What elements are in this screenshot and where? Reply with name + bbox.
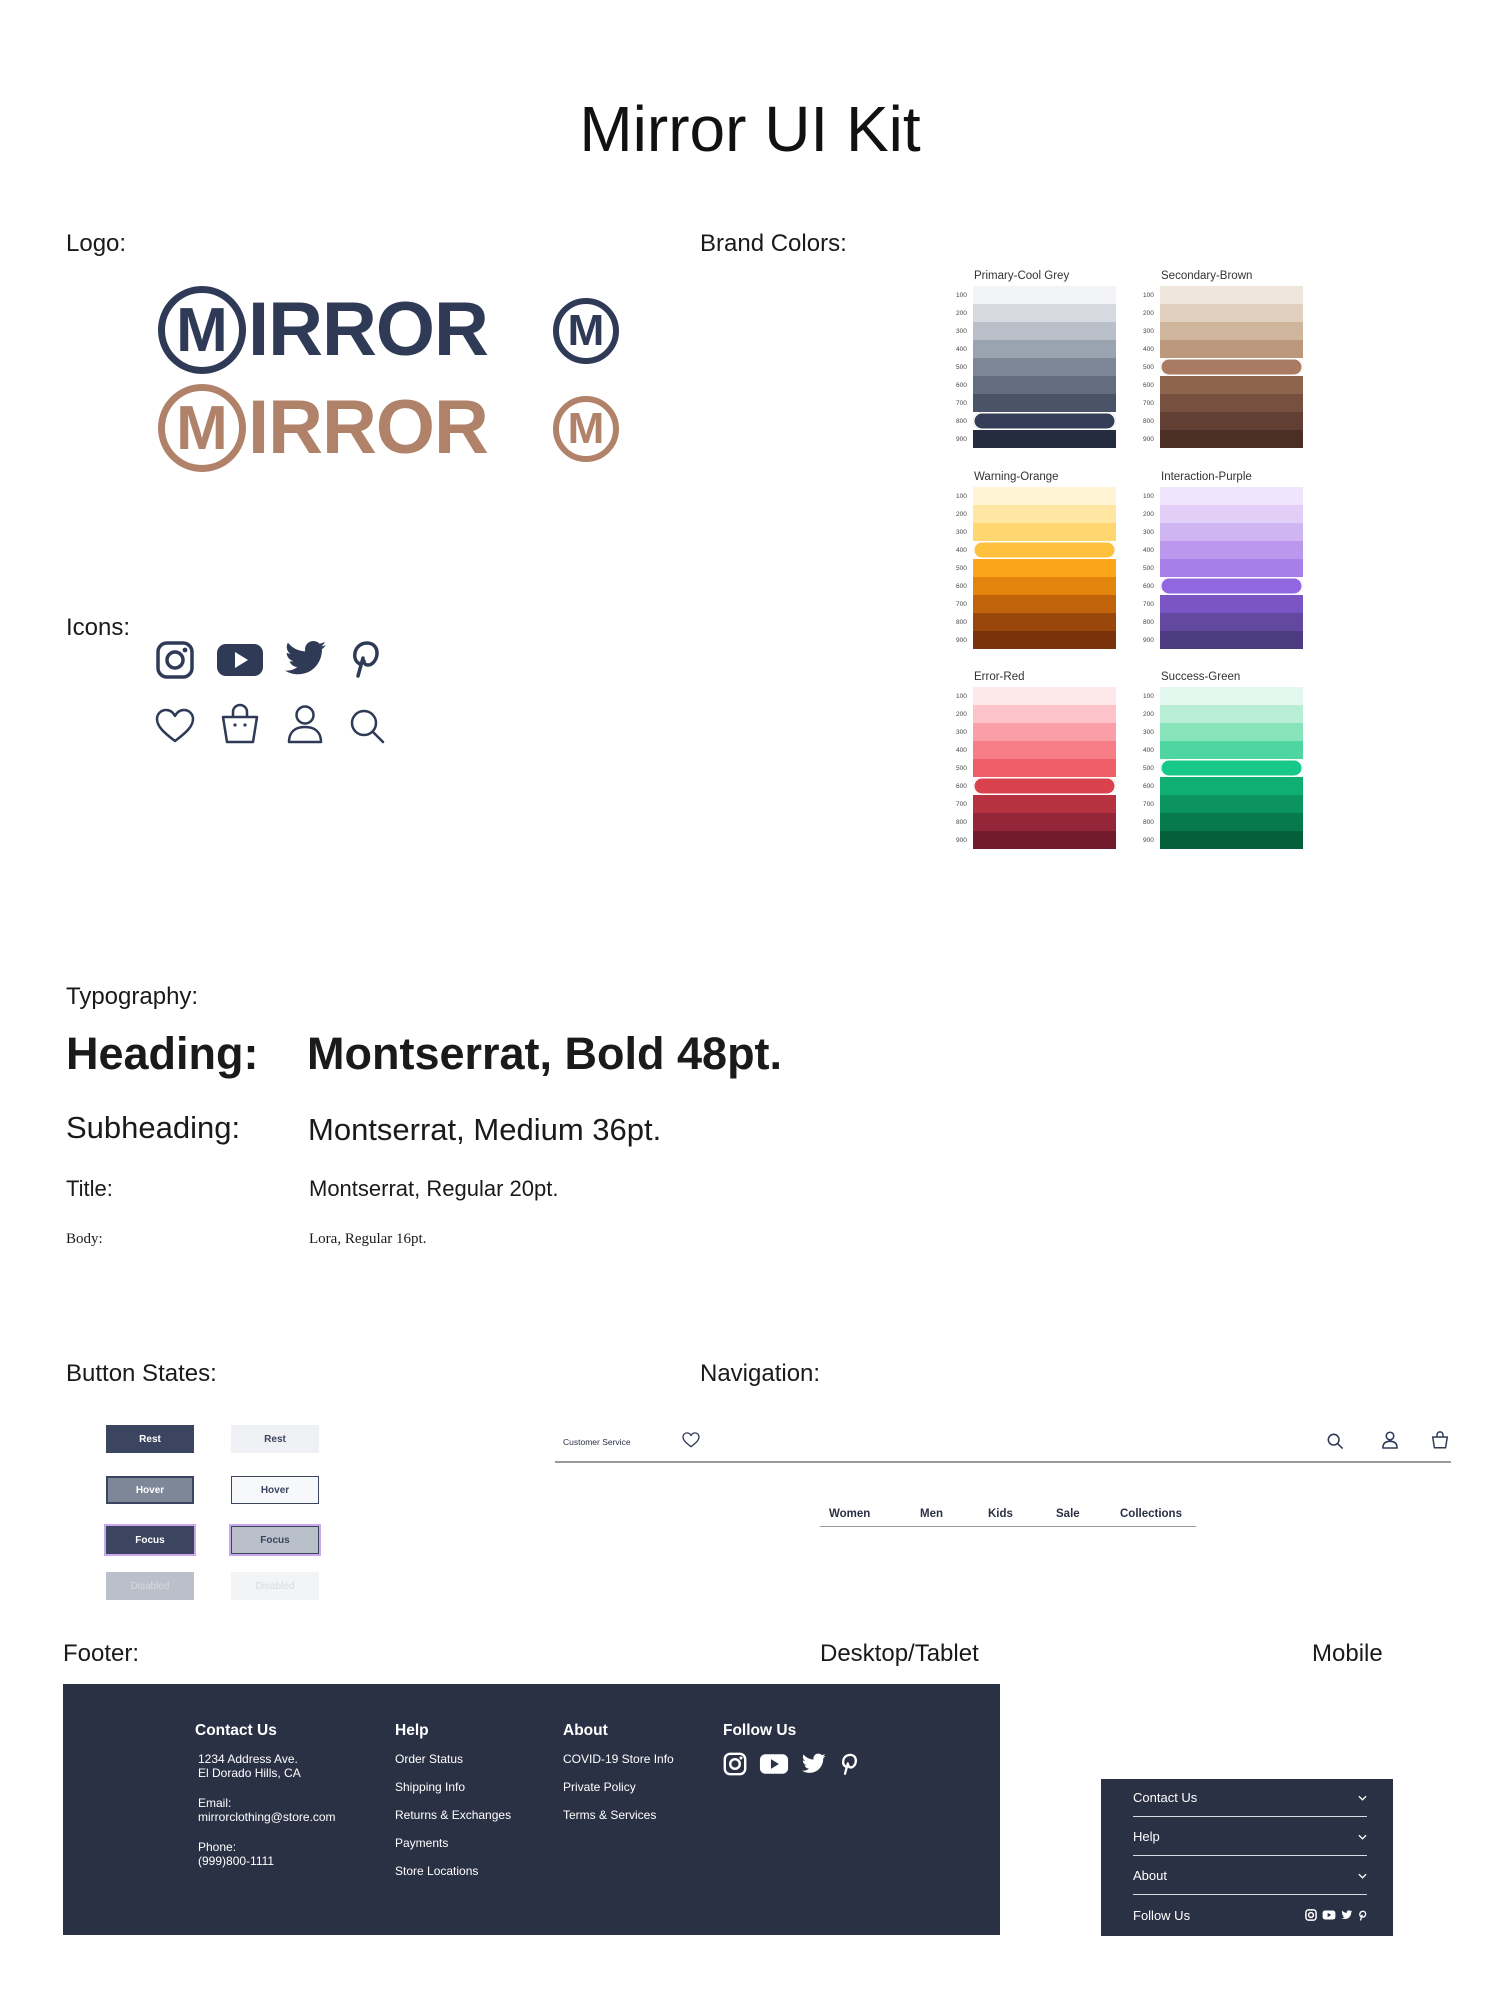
palette-name: Secondary-Brown: [1161, 270, 1253, 282]
color-palette: [956, 270, 1116, 448]
palette-shade-row: [956, 577, 1116, 595]
color-swatch: [1160, 487, 1303, 505]
mobile-footer-about-label: About: [1133, 1868, 1167, 1883]
color-swatch: [973, 322, 1116, 340]
shade-label: 800: [1143, 417, 1154, 425]
mobile-pinterest-icon[interactable]: [1358, 1910, 1367, 1921]
palette-shade-row: [1143, 831, 1303, 849]
nav-bag-icon[interactable]: [1431, 1431, 1449, 1449]
brand-colors-section-label: Brand Colors:: [700, 230, 847, 257]
nav-item-women[interactable]: Women: [829, 1508, 871, 1520]
chevron-down-icon: [1358, 1834, 1367, 1840]
nav-item-collections[interactable]: Collections: [1120, 1508, 1182, 1520]
icons-section-label: Icons:: [66, 614, 131, 641]
palette-shade-row: [956, 813, 1116, 831]
footer-contact-heading: Contact Us: [195, 1722, 277, 1739]
palette-shade-row: [1143, 813, 1303, 831]
mobile-footer-help-label: Help: [1133, 1829, 1160, 1844]
nav-item-kids[interactable]: Kids: [988, 1508, 1013, 1520]
button-states-section-label: Button States:: [66, 1360, 217, 1387]
color-swatch: [1160, 430, 1303, 448]
color-swatch: [973, 723, 1116, 741]
palette-shade-row: [1143, 705, 1303, 723]
color-swatch: [973, 394, 1116, 412]
nav-item-men[interactable]: Men: [920, 1508, 943, 1520]
color-swatch: [973, 613, 1116, 631]
color-swatch: [1160, 705, 1303, 723]
shade-label: 500: [956, 363, 967, 371]
shade-label: 900: [956, 636, 967, 644]
shade-label: 700: [1143, 800, 1154, 808]
color-swatch: [1160, 412, 1303, 430]
palette-shade-row: [1143, 723, 1303, 741]
footer-link-order-status[interactable]: Order Status: [395, 1752, 464, 1766]
color-swatch: [973, 487, 1116, 505]
typography-section-label: Typography:: [66, 983, 199, 1010]
shade-label: 500: [1143, 363, 1154, 371]
palette-shade-row: [1143, 487, 1303, 505]
palette-shade-row: [1143, 340, 1303, 358]
color-swatch: [973, 541, 1116, 559]
color-swatch: [973, 430, 1116, 448]
shade-label: 200: [1143, 309, 1154, 317]
palette-shade-row: [956, 613, 1116, 631]
footer-youtube-icon[interactable]: [759, 1753, 789, 1775]
color-swatch: [1160, 322, 1303, 340]
shade-label: 200: [956, 309, 967, 317]
shade-label: 300: [1143, 327, 1154, 335]
shade-label: 800: [956, 618, 967, 626]
chevron-down-icon: [1358, 1873, 1367, 1879]
shade-label: 300: [1143, 528, 1154, 536]
palette-shade-row: [1143, 430, 1303, 448]
color-swatch: [1160, 505, 1303, 523]
typography-subheading-value: Montserrat, Medium 36pt.: [308, 1112, 662, 1147]
shade-label: 100: [1143, 692, 1154, 700]
secondary-button-hover[interactable]: Hover: [231, 1476, 319, 1504]
footer-contact-column: [195, 1722, 336, 1882]
footer-address-line2: El Dorado Hills, CA: [198, 1766, 301, 1780]
palette-shade-row: [1143, 687, 1303, 705]
primary-button-focus[interactable]: Focus: [106, 1526, 194, 1554]
color-swatch: [973, 831, 1116, 849]
shade-label: 400: [1143, 746, 1154, 754]
shade-label: 500: [956, 564, 967, 572]
logo-mark-navy: M: [553, 298, 619, 364]
palette-shade-row: [956, 541, 1116, 559]
chevron-down-icon: [1358, 1795, 1367, 1801]
footer-pinterest-icon[interactable]: [839, 1752, 859, 1776]
color-palette: [956, 671, 1116, 849]
palette-shade-row: [956, 595, 1116, 613]
nav-item-sale[interactable]: Sale: [1056, 1508, 1080, 1520]
color-swatch: [973, 777, 1116, 795]
palette-shade-row: [1143, 613, 1303, 631]
footer-link-returns[interactable]: Returns & Exchanges: [395, 1808, 512, 1822]
palette-shade-row: [956, 705, 1116, 723]
palette-shade-row: [956, 741, 1116, 759]
palette-shade-row: [956, 412, 1116, 430]
color-swatch: [973, 759, 1116, 777]
typography-title-label: Title:: [66, 1176, 113, 1201]
color-swatch: [973, 687, 1116, 705]
user-icon[interactable]: [287, 704, 323, 744]
logo-m-circle: M: [158, 286, 246, 374]
shade-label: 200: [956, 510, 967, 518]
shade-label: 900: [1143, 836, 1154, 844]
footer-link-privacy-policy[interactable]: Private Policy: [563, 1780, 636, 1794]
shade-label: 600: [956, 381, 967, 389]
palette-shade-row: [1143, 631, 1303, 649]
palette-shade-row: [956, 286, 1116, 304]
color-swatch: [973, 813, 1116, 831]
shade-label: 400: [956, 746, 967, 754]
shade-label: 300: [956, 528, 967, 536]
desktop-tablet-label: Desktop/Tablet: [820, 1640, 979, 1667]
shopping-bag-icon[interactable]: [220, 703, 260, 745]
color-swatch: [1160, 523, 1303, 541]
color-swatch: [1160, 795, 1303, 813]
heart-icon[interactable]: [155, 708, 195, 744]
palette-shade-row: [956, 523, 1116, 541]
shade-label: 800: [1143, 818, 1154, 826]
footer-link-shipping-info[interactable]: Shipping Info: [395, 1780, 466, 1794]
shade-label: 100: [1143, 492, 1154, 500]
footer-link-store-locations[interactable]: Store Locations: [395, 1864, 479, 1878]
color-swatch: [973, 505, 1116, 523]
palette-shade-row: [956, 559, 1116, 577]
palette-shade-row: [1143, 322, 1303, 340]
color-swatch: [1160, 741, 1303, 759]
color-swatch: [1160, 358, 1303, 376]
shade-label: 500: [1143, 764, 1154, 772]
mobile-footer-about-row[interactable]: [1133, 1857, 1367, 1895]
palette-shade-row: [956, 322, 1116, 340]
palette-name: Interaction-Purple: [1161, 471, 1252, 483]
palette-shade-row: [956, 687, 1116, 705]
palette-shade-row: [956, 759, 1116, 777]
palette-shade-row: [1143, 286, 1303, 304]
shade-label: 900: [956, 836, 967, 844]
mobile-footer-help-row[interactable]: [1133, 1818, 1367, 1856]
shade-label: 900: [956, 435, 967, 443]
shade-label: 600: [1143, 782, 1154, 790]
footer-section-label: Footer:: [63, 1640, 140, 1667]
palette-shade-row: [1143, 577, 1303, 595]
color-swatch: [1160, 759, 1303, 777]
shade-label: 500: [1143, 564, 1154, 572]
footer-link-terms[interactable]: Terms & Services: [563, 1808, 657, 1822]
shade-label: 100: [1143, 291, 1154, 299]
footer-link-payments[interactable]: Payments: [395, 1836, 449, 1850]
footer-about-column: [563, 1722, 674, 1836]
mobile-footer: [1101, 1779, 1393, 1936]
palette-shade-row: [956, 358, 1116, 376]
shade-label: 900: [1143, 435, 1154, 443]
footer-follow-heading: Follow Us: [723, 1722, 797, 1739]
nav-user-icon[interactable]: [1382, 1431, 1398, 1449]
nav-top-divider: [555, 1461, 1451, 1463]
color-swatch: [1160, 813, 1303, 831]
color-swatch: [973, 358, 1116, 376]
palette-shade-row: [956, 430, 1116, 448]
color-swatch: [1160, 286, 1303, 304]
shade-label: 100: [956, 692, 967, 700]
footer-phone-link[interactable]: (999)800-1111: [198, 1854, 275, 1868]
primary-button-hover[interactable]: Hover: [106, 1476, 194, 1504]
desktop-footer: [63, 1684, 1000, 1935]
palette-shade-row: [956, 777, 1116, 795]
color-swatch: [973, 412, 1116, 430]
mobile-footer-contact-label: Contact Us: [1133, 1790, 1198, 1805]
palette-shade-row: [956, 723, 1116, 741]
mobile-footer-follow-label: Follow Us: [1133, 1907, 1191, 1923]
palette-shade-row: [1143, 741, 1303, 759]
shade-label: 200: [1143, 510, 1154, 518]
palette-shade-row: [1143, 376, 1303, 394]
color-swatch: [1160, 376, 1303, 394]
primary-button-rest[interactable]: Rest: [106, 1425, 194, 1453]
mobile-footer-contact-row[interactable]: [1133, 1779, 1367, 1817]
nav-heart-icon[interactable]: [682, 1432, 700, 1448]
shade-label: 200: [956, 710, 967, 718]
color-swatch: [973, 577, 1116, 595]
palette-shade-row: [956, 505, 1116, 523]
color-swatch: [1160, 559, 1303, 577]
typography-title-value: Montserrat, Regular 20pt.: [309, 1176, 559, 1201]
shade-label: 100: [956, 492, 967, 500]
color-swatch: [1160, 613, 1303, 631]
typography-body-label: Body:: [66, 1231, 103, 1247]
color-swatch: [1160, 394, 1303, 412]
typography-body-value: Lora, Regular 16pt.: [309, 1231, 427, 1247]
logo-m-circle: M: [158, 384, 246, 472]
palette-shade-row: [956, 631, 1116, 649]
shade-label: 600: [1143, 582, 1154, 590]
palette-shade-row: [1143, 505, 1303, 523]
footer-about-heading: About: [563, 1722, 608, 1739]
shade-label: 600: [956, 582, 967, 590]
color-swatch: [973, 705, 1116, 723]
shade-label: 500: [956, 764, 967, 772]
color-swatch: [973, 795, 1116, 813]
footer-follow-column: [723, 1722, 859, 1776]
footer-link-covid-info[interactable]: COVID-19 Store Info: [563, 1752, 674, 1766]
search-icon[interactable]: [349, 708, 385, 744]
palette-name: Warning-Orange: [974, 471, 1059, 483]
typography-subheading-label: Subheading:: [66, 1110, 241, 1145]
customer-service-link[interactable]: Customer Service: [563, 1437, 631, 1447]
footer-twitter-icon[interactable]: [801, 1753, 827, 1775]
mobile-twitter-icon[interactable]: [1341, 1910, 1353, 1920]
palette-shade-row: [1143, 795, 1303, 813]
footer-email-label: Email:: [198, 1796, 232, 1810]
shade-label: 800: [956, 417, 967, 425]
color-swatch: [1160, 304, 1303, 322]
color-swatch: [1160, 723, 1303, 741]
footer-phone-label: Phone:: [198, 1840, 237, 1854]
primary-button-disabled: Disabled: [106, 1572, 194, 1600]
logo-section-label: Logo:: [66, 230, 127, 257]
color-swatch: [973, 376, 1116, 394]
palette-shade-row: [956, 487, 1116, 505]
shade-label: 400: [956, 345, 967, 353]
color-swatch: [973, 286, 1116, 304]
logo-navy: [158, 286, 488, 374]
shade-label: 200: [1143, 710, 1154, 718]
shade-label: 400: [956, 546, 967, 554]
color-swatch: [973, 340, 1116, 358]
color-palette: [1143, 471, 1303, 649]
shade-label: 300: [956, 728, 967, 736]
nav-search-icon[interactable]: [1327, 1433, 1343, 1449]
shade-label: 800: [956, 818, 967, 826]
navigation-section-label: Navigation:: [700, 1360, 821, 1387]
shade-label: 900: [1143, 636, 1154, 644]
color-swatch: [1160, 777, 1303, 795]
shade-label: 600: [1143, 381, 1154, 389]
shade-label: 600: [956, 782, 967, 790]
twitter-icon[interactable]: [284, 640, 328, 678]
palette-shade-row: [956, 795, 1116, 813]
instagram-icon[interactable]: [155, 640, 195, 680]
mobile-label: Mobile: [1312, 1640, 1383, 1667]
shade-label: 700: [956, 399, 967, 407]
palette-name: Error-Red: [974, 671, 1025, 683]
logo-brown: [158, 384, 488, 472]
color-swatch: [973, 595, 1116, 613]
color-palette: [1143, 270, 1303, 448]
color-palette: [1143, 671, 1303, 849]
secondary-button-rest[interactable]: Rest: [231, 1425, 319, 1453]
palette-shade-row: [1143, 394, 1303, 412]
shade-label: 100: [956, 291, 967, 299]
page-title: Mirror UI Kit: [579, 93, 921, 165]
palette-shade-row: [1143, 412, 1303, 430]
color-swatch: [1160, 595, 1303, 613]
color-swatch: [973, 741, 1116, 759]
palette-shade-row: [956, 304, 1116, 322]
footer-address-line1: 1234 Address Ave.: [198, 1752, 298, 1766]
mobile-instagram-icon[interactable]: [1305, 1909, 1317, 1921]
palette-shade-row: [956, 376, 1116, 394]
color-swatch: [1160, 831, 1303, 849]
palette-shade-row: [1143, 559, 1303, 577]
color-swatch: [1160, 687, 1303, 705]
logo-mark-brown: M: [553, 396, 619, 462]
palette-shade-row: [1143, 523, 1303, 541]
color-swatch: [973, 523, 1116, 541]
logo-wordmark: IRROR: [248, 385, 488, 470]
youtube-icon[interactable]: [216, 642, 264, 678]
color-swatch: [973, 304, 1116, 322]
shade-label: 800: [1143, 618, 1154, 626]
color-swatch: [1160, 541, 1303, 559]
pinterest-icon[interactable]: [348, 638, 382, 680]
palette-shade-row: [1143, 595, 1303, 613]
color-palette: [956, 471, 1116, 649]
palette-shade-row: [956, 340, 1116, 358]
color-swatch: [1160, 340, 1303, 358]
color-swatch: [973, 631, 1116, 649]
main-menu: [820, 1505, 1196, 1527]
palette-shade-row: [1143, 304, 1303, 322]
palette-shade-row: [1143, 541, 1303, 559]
palette-shade-row: [1143, 759, 1303, 777]
shade-label: 300: [956, 327, 967, 335]
color-swatch: [973, 559, 1116, 577]
shade-label: 400: [1143, 345, 1154, 353]
palette-shade-row: [1143, 358, 1303, 376]
mobile-footer-follow-row: [1133, 1896, 1367, 1934]
palette-shade-row: [1143, 777, 1303, 795]
shade-label: 300: [1143, 728, 1154, 736]
logo-wordmark: IRROR: [248, 287, 488, 372]
shade-label: 700: [1143, 600, 1154, 608]
footer-instagram-icon[interactable]: [723, 1752, 747, 1776]
palette-name: Primary-Cool Grey: [974, 270, 1070, 282]
secondary-button-disabled: Disabled: [231, 1572, 319, 1600]
typography-heading-label: Heading:: [66, 1028, 259, 1079]
footer-help-heading: Help: [395, 1722, 429, 1739]
shade-label: 700: [956, 600, 967, 608]
mobile-youtube-icon[interactable]: [1322, 1910, 1336, 1920]
color-swatch: [1160, 577, 1303, 595]
shade-label: 700: [956, 800, 967, 808]
color-swatch: [1160, 631, 1303, 649]
palette-shade-row: [956, 831, 1116, 849]
secondary-button-focus[interactable]: Focus: [231, 1526, 319, 1554]
footer-email-link[interactable]: mirrorclothing@store.com: [198, 1810, 336, 1824]
shade-label: 700: [1143, 399, 1154, 407]
footer-help-column: [395, 1722, 511, 1892]
palette-shade-row: [956, 394, 1116, 412]
typography-heading-value: Montserrat, Bold 48pt.: [307, 1028, 783, 1079]
shade-label: 400: [1143, 546, 1154, 554]
palette-name: Success-Green: [1161, 671, 1241, 683]
